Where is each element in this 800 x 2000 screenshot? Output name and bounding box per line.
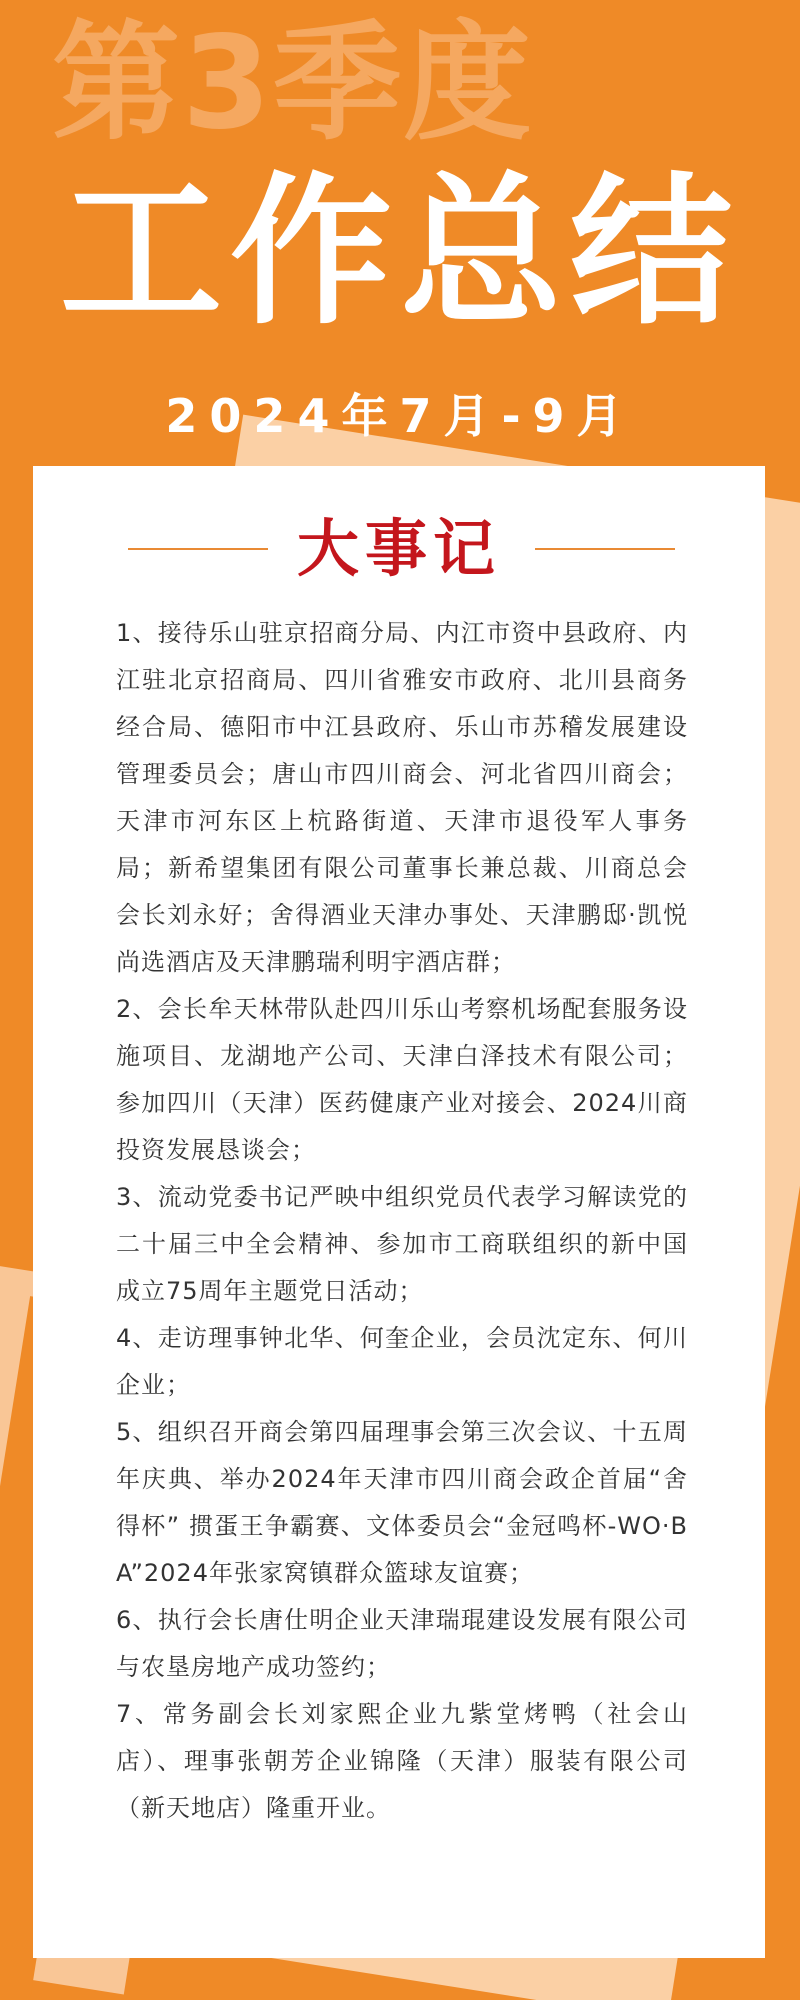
date-range: 2024年7月-9月 (165, 389, 635, 443)
quarter-ghost-title: 第3季度 (52, 9, 534, 158)
event-item: 3、流动党委书记严映中组织党员代表学习解读党的二十届三中全会精神、参加市工商联组织的新中国成立75周年主题党日活动； (116, 1183, 688, 1305)
event-item: 7、常务副会长刘家熙企业九紫堂烤鸭（社会山店）、理事张朝芳企业锦隆（天津）服装有限公司（新天地店）隆重开业。 (116, 1700, 688, 1822)
section-title: 大事记 (296, 512, 501, 585)
main-title: 工作总结 (60, 159, 740, 347)
events-list (116, 610, 688, 1832)
event-item: 5、组织召开商会第四届理事会第三次会议、十五周年庆典、举办2024年天津市四川商会政企首届“舍得杯” 掼蛋王争霸赛、文体委员会“金冠鸣杯-WO·BA”2024年张家窝镇群众篮球友谊赛； (116, 1418, 688, 1587)
event-item: 2、会长牟天林带队赴四川乐山考察机场配套服务设施项目、龙湖地产公司、天津白泽技术有限公司；参加四川（天津）医药健康产业对接会、2024川商投资发展恳谈会； (116, 995, 688, 1164)
section-header (33, 504, 765, 594)
divider-right (535, 548, 675, 550)
event-item: 6、执行会长唐仕明企业天津瑞琨建设发展有限公司与农垦房地产成功签约； (116, 1606, 688, 1681)
events-card (33, 466, 765, 1958)
event-item: 1、接待乐山驻京招商分局、内江市资中县政府、内江驻北京招商局、四川省雅安市政府、北川县商务经合局、德阳市中江县政府、乐山市苏稽发展建设管理委员会；唐山市四川商会、河北省四川商会；天津市河东区上杭路街道、天津市退役军人事务局；新希望集团有限公司董事长兼总裁、川商总会会长刘永好；舍得酒业天津办事处、天津鹏邸·凯悦尚选酒店及天津鹏瑞利明宇酒店群； (116, 619, 688, 976)
event-item: 4、走访理事钟北华、何奎企业，会员沈定东、何川企业； (116, 1324, 688, 1399)
